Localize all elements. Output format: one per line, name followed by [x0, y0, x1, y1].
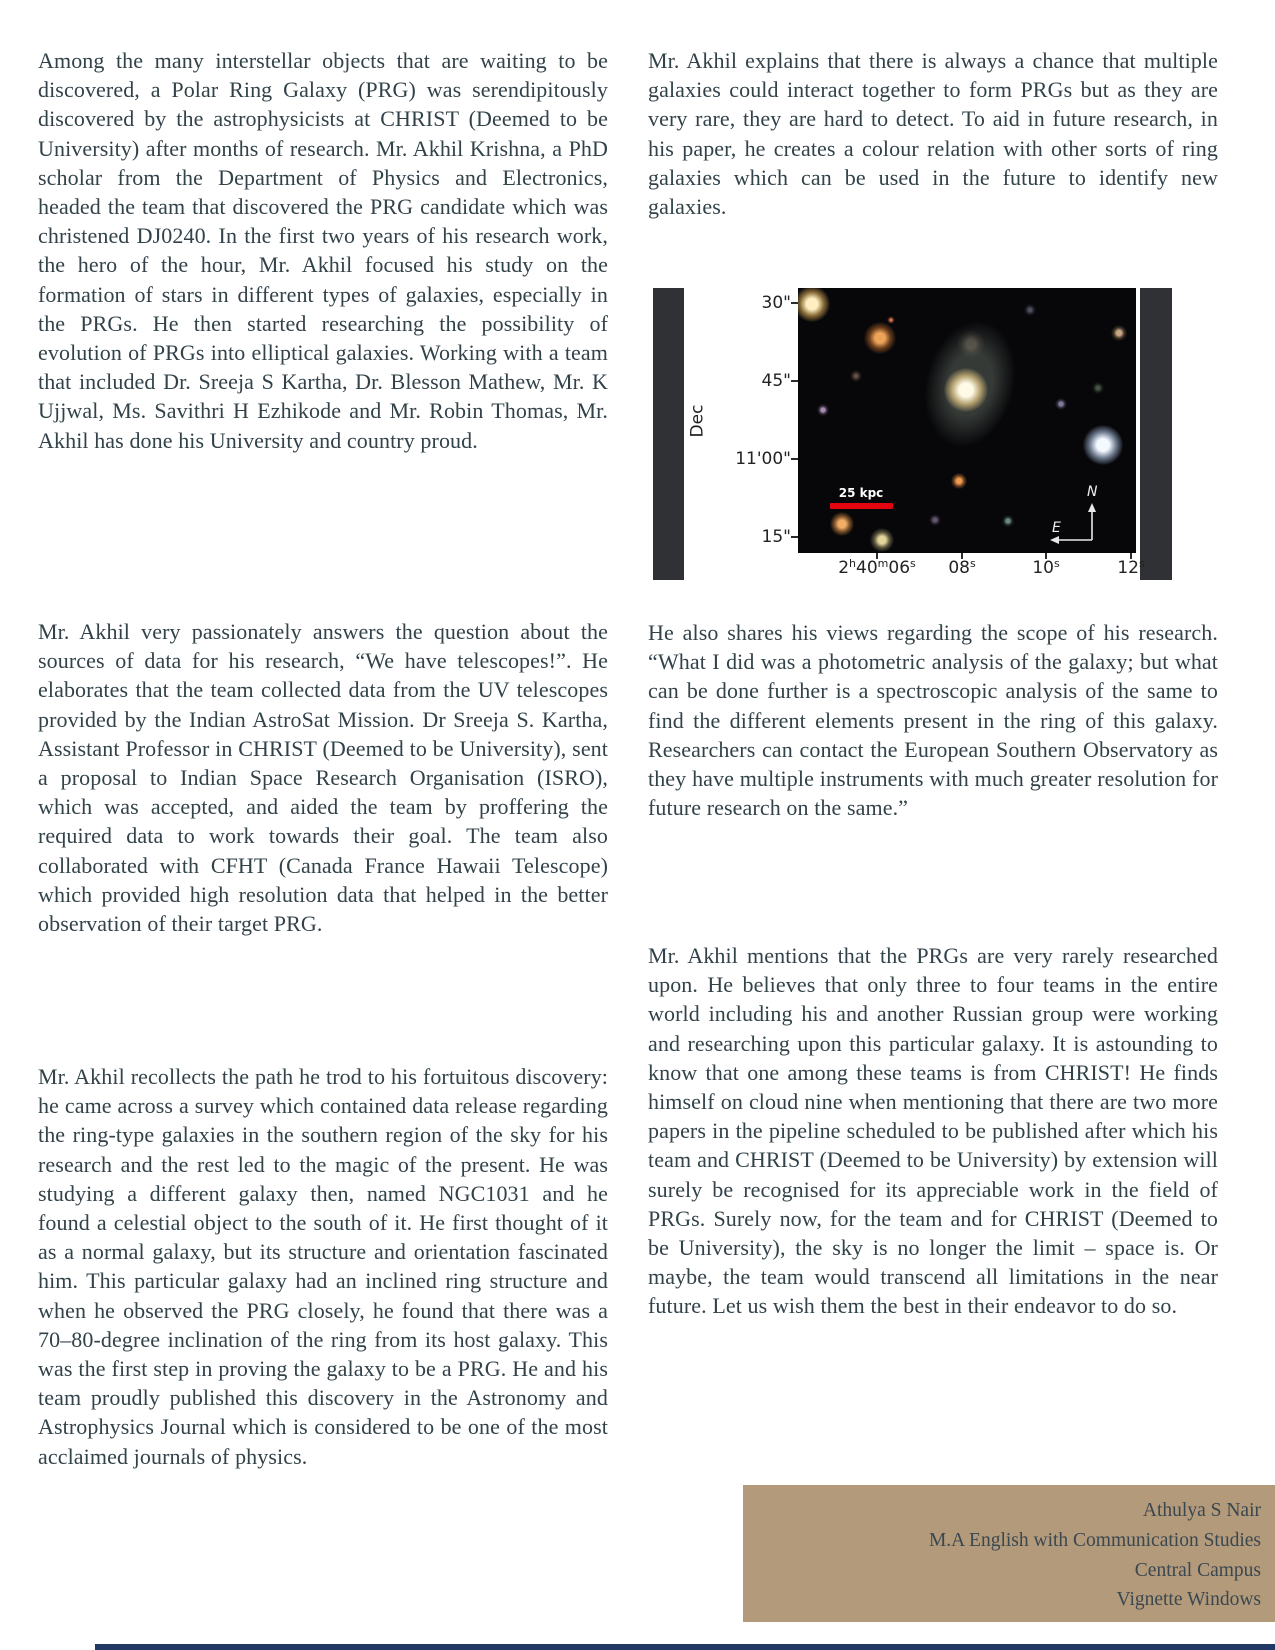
y-tick-mark	[791, 458, 798, 460]
y-axis-title	[682, 288, 712, 553]
x-tick-label: 08$^s$	[948, 557, 976, 578]
compass-north-label: N	[1087, 484, 1098, 500]
star	[1055, 398, 1067, 410]
star	[1111, 325, 1127, 341]
y-tick-label: 30"	[761, 293, 791, 313]
scale-bar	[830, 503, 893, 509]
x-tick-label: 10$^s$	[1032, 557, 1060, 578]
star	[957, 330, 985, 358]
paragraph-right-3: Mr. Akhil mentions that the PRGs are very rarely researched upon. He believes that only three to four teams in the entire world including his and another Russian group were working and researching upon this particular galaxy. It is astounding to know that one among these teams is from CHRIST! He finds himself on cloud nine when mentioning that there are two more papers in the pipeline scheduled to be published after which his team and CHRIST (Deemed to be University) by extension will surely be recognised for its appreciable work in the field of PRGs. Surely now, for the team and for CHRIST (Deemed to be University), the sky is no longer the limit – space is. Or maybe, the team would transcend all limitations in the near future. Let us wish them the best in their endeavor to do so.	[648, 943, 1218, 1319]
star	[830, 512, 854, 536]
credit-author-name: Athulya S Nair	[1142, 1500, 1261, 1521]
star	[864, 322, 896, 354]
paragraph-left-2: Mr. Akhil very passionately answers the question about the sources of data for his research, “We have telescopes!”. He elaborates that the team collected data from the UV telescopes provided by the Indian AstroSat Mission. Dr Sreeja S. Kartha, Assistant Professor in CHRIST (Deemed to be University), sent a proposal to Indian Space Research Organisation (ISRO), which was accepted, and aided the team by proffering the required data to work towards their goal. The team also collaborated with CFHT (Canada France Hawaii Telescope) which provided high resolution data that helped in the better observation of their target PRG.	[38, 619, 608, 937]
star	[1002, 515, 1014, 527]
y-tick-label: 15"	[761, 527, 791, 547]
dec-label: Dec	[687, 404, 707, 437]
star	[1024, 304, 1036, 316]
star	[870, 528, 894, 552]
star	[817, 404, 829, 416]
figure-side-bar-left	[653, 288, 684, 580]
x-tick-label: 12$^s$	[1117, 557, 1145, 578]
credit-program: M.A English with Communication Studies	[928, 1529, 1261, 1551]
credit-publication: Vignette Windows	[1116, 1589, 1261, 1611]
figure-side-bar-right	[1140, 288, 1172, 580]
compass-icon	[1028, 476, 1118, 550]
star	[929, 514, 941, 526]
paragraph-left-1: Among the many interstellar objects that are waiting to be discovered, a Polar Ring Galaxy (PRG) was serendipitously discovered by the astrophysicists at CHRIST (Deemed to be University) after months of research. Mr. Akhil Krishna, a PhD scholar from the Department of Physics and Electronics, headed the team that discovered the PRG candidate which was christened DJ0240. In the first two years of his research work, the hero of the hour, Mr. Akhil focused his study on the formation of stars in different types of galaxies, especially in the PRGs. He then started researching the possibility of evolution of PRGs into elliptical galaxies. Working with a team that included Dr. Sreeja S Kartha, Dr. Blesson Mathew, Mr. K Ujjwal, Ms. Savithri H Ezhikode and Mr. Robin Thomas, Mr. Akhil has done his University and country proud.	[38, 48, 608, 453]
footer-rule	[95, 1644, 1275, 1650]
credit-campus: Central Campus	[1134, 1559, 1261, 1581]
paragraph-right-1: Mr. Akhil explains that there is always a chance that multiple galaxies could interact together to form PRGs but as they are very rare, they are hard to detect. To aid in future research, in his paper, he creates a colour relation with other sorts of ring galaxies which can be used in the future to identify new galaxies.	[648, 48, 1218, 220]
compass-east-label: E	[1052, 520, 1061, 536]
y-tick-label: 45"	[761, 371, 791, 391]
star	[944, 368, 988, 412]
scale-bar-label: 25 kpc	[838, 486, 884, 500]
y-tick-mark	[791, 302, 798, 304]
star	[887, 316, 895, 324]
author-credit-box	[743, 1485, 1275, 1622]
star	[951, 473, 967, 489]
paragraph-right-2: He also shares his views regarding the scope of his research. “What I did was a photometric analysis of the galaxy; but what can be done further is a spectroscopic analysis of the same to find the different elements present in the ring of this galaxy. Researchers can contact the European Southern Observatory as they have multiple instruments with much greater resolution for future research on the same.”	[648, 620, 1218, 821]
star	[850, 370, 862, 382]
paragraph-left-3: Mr. Akhil recollects the path he trod to his fortuitous discovery: he came across a survey which contained data release regarding the ring-type galaxies in the southern region of the sky for his research and the rest led to the magic of the present. He was studying a different galaxy then, named NGC1031 and he found a celestial object to the south of it. He first thought of it as a normal galaxy, but its structure and orientation fascinated him. This particular galaxy had an inclined ring structure and when he observed the PRG closely, he found that there was a 70–80-degree inclination of the ring from its host galaxy. This was the first step in proving the galaxy to be a PRG. He and his team proudly published this discovery in the Astronomy and Astrophysics Journal which is considered to be one of the most acclaimed journals of physics.	[38, 1064, 608, 1469]
star	[798, 288, 830, 322]
x-tick-label: 2$^h$40$^m$06$^s$	[838, 557, 916, 578]
y-tick-mark	[791, 380, 798, 382]
star	[1092, 382, 1104, 394]
star	[1083, 425, 1123, 465]
astro-image	[798, 288, 1136, 553]
y-tick-label: 11'00"	[735, 449, 791, 469]
y-tick-mark	[791, 536, 798, 538]
